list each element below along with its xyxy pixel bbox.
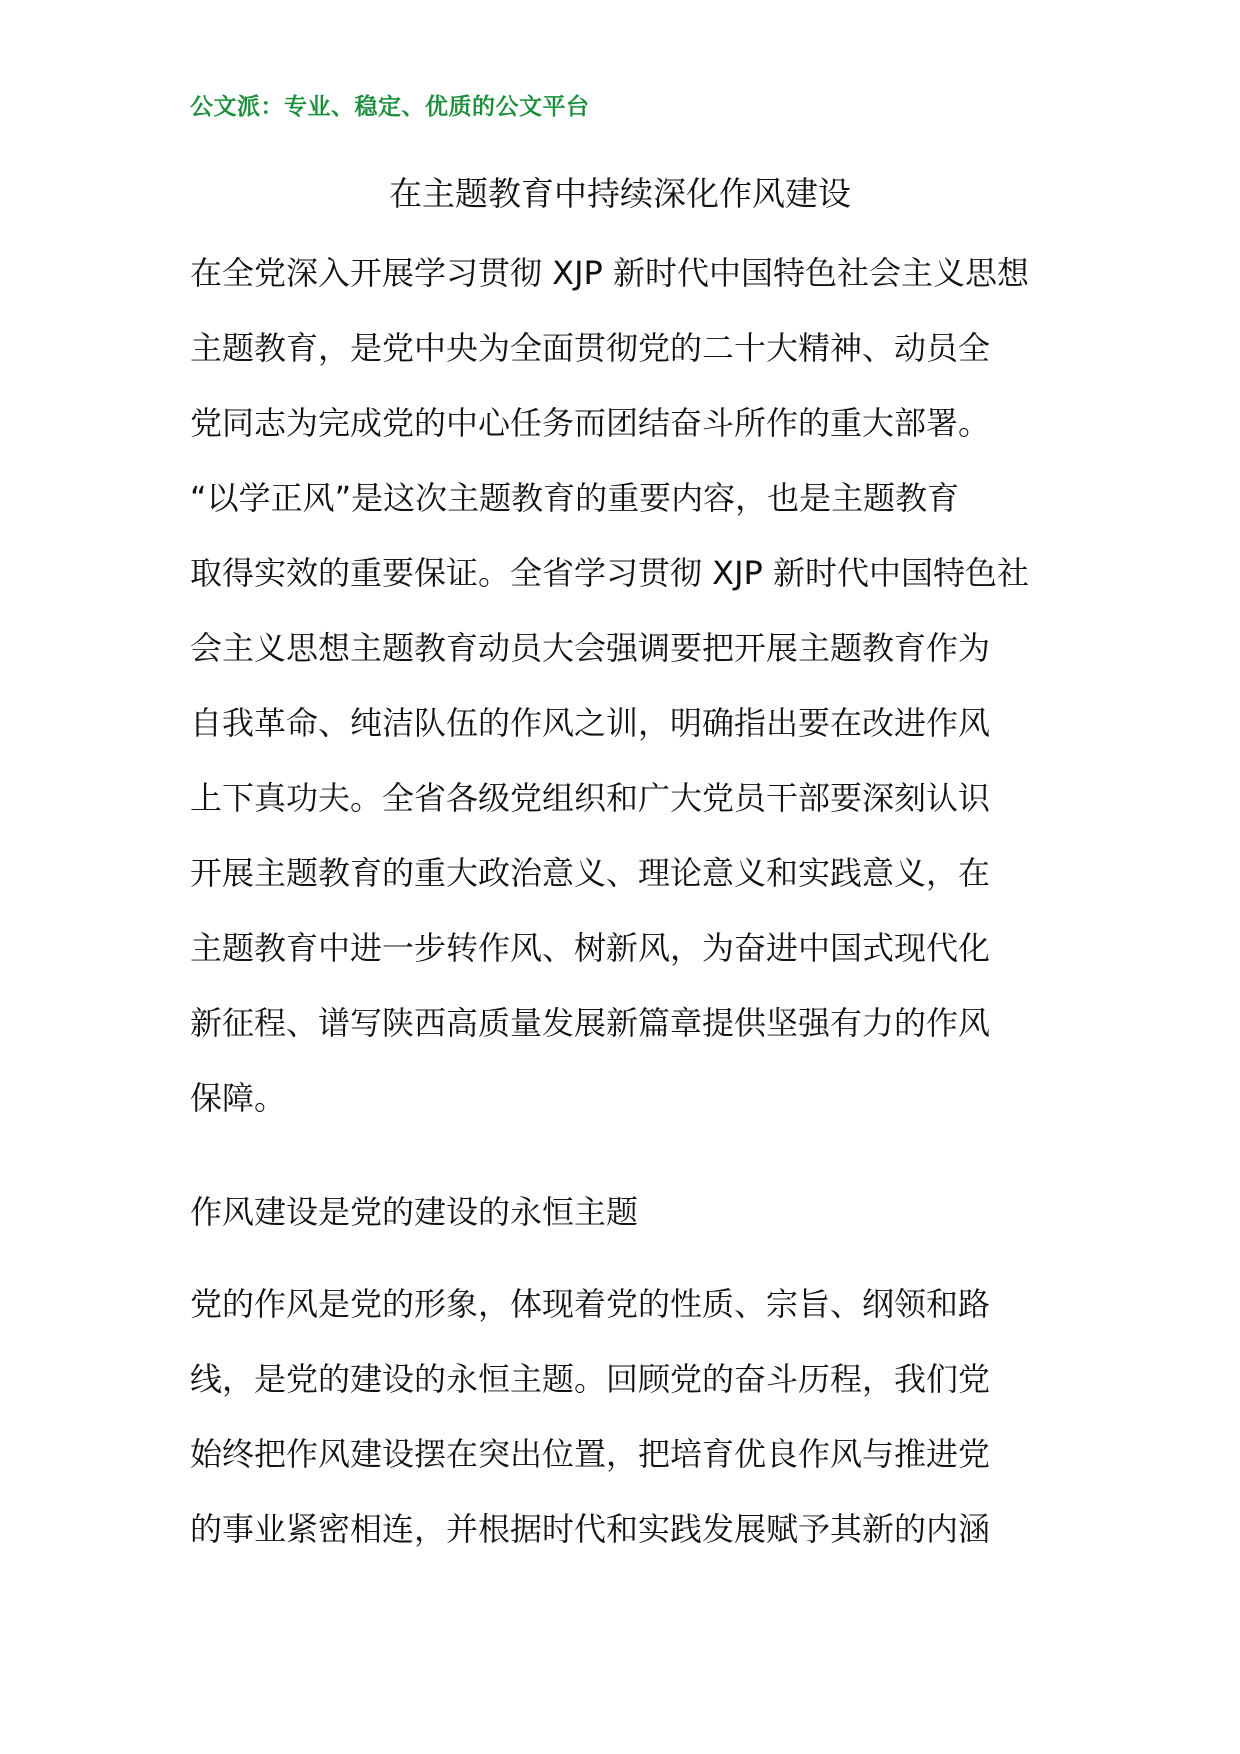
paragraph-line: 取得实效的重要保证。全省学习贯彻 XJP 新时代中国特色社 <box>190 554 1030 592</box>
paragraph-line: “以学正风”是这次主题教育的重要内容，也是主题教育 <box>190 479 960 517</box>
paragraph-intro <box>190 236 1060 1136</box>
paragraph-line: 党同志为完成党的中心任务而团结奋斗所作的重大部署。 <box>190 404 991 442</box>
paragraph-line: 线，是党的建设的永恒主题。回顾党的奋斗历程，我们党 <box>190 1360 991 1398</box>
paragraph-line: 保障。 <box>190 1079 287 1117</box>
document-title: 在主题教育中持续深化作风建设 <box>389 174 851 213</box>
paragraph-line: 新征程、谱写陕西高质量发展新篇章提供坚强有力的作风 <box>190 1004 991 1042</box>
paragraph-line: 始终把作风建设摆在突出位置，把培育优良作风与推进党 <box>190 1435 991 1473</box>
paragraph-line: 开展主题教育的重大政治意义、理论意义和实践意义，在 <box>190 854 991 892</box>
paragraph-line: 上下真功夫。全省各级党组织和广大党员干部要深刻认识 <box>190 779 991 817</box>
section-heading: 作风建设是党的建设的永恒主题 <box>190 1193 639 1231</box>
paragraph-line: 主题教育，是党中央为全面贯彻党的二十大精神、动员全 <box>190 329 991 367</box>
paragraph-line: 在全党深入开展学习贯彻 XJP 新时代中国特色社会主义思想 <box>190 254 1030 292</box>
paragraph-line: 主题教育中进一步转作风、树新风，为奋进中国式现代化 <box>190 929 991 967</box>
paragraph-line: 的事业紧密相连，并根据时代和实践发展赋予其新的内涵 <box>190 1510 991 1548</box>
header-brand: 公文派：专业、稳定、优质的公文平台 <box>190 94 590 120</box>
paragraph-line: 会主义思想主题教育动员大会强调要把开展主题教育作为 <box>190 629 991 667</box>
paragraph-line: 自我革命、纯洁队伍的作风之训，明确指出要在改进作风 <box>190 704 991 742</box>
paragraph-section-body <box>190 1267 1060 1567</box>
paragraph-line: 党的作风是党的形象，体现着党的性质、宗旨、纲领和路 <box>190 1285 991 1323</box>
